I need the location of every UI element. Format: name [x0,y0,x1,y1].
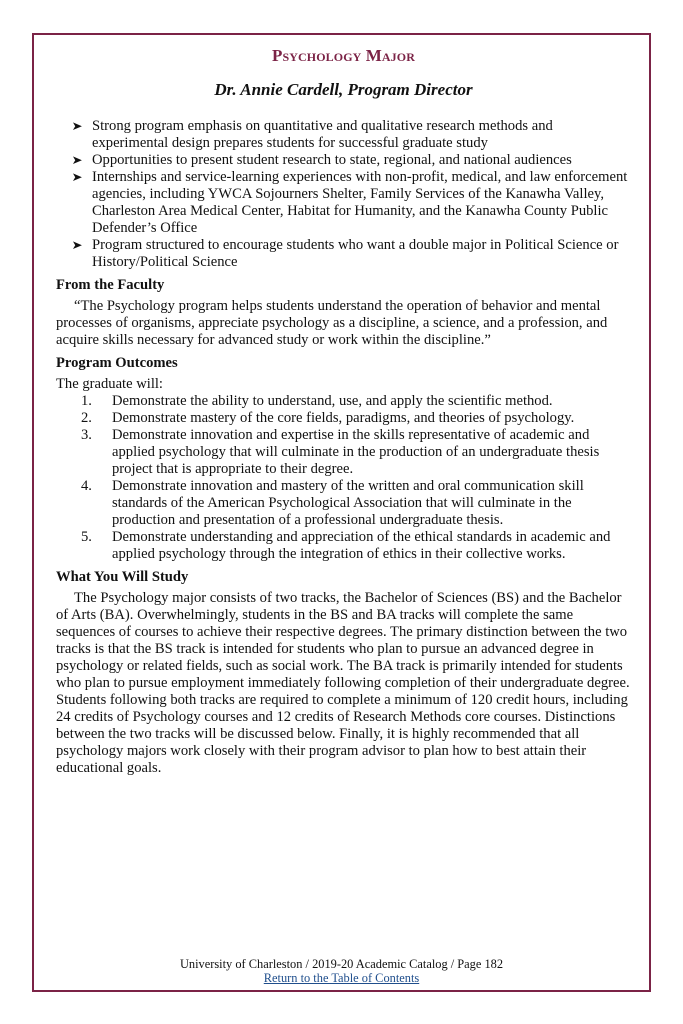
list-item [56,118,631,152]
item-text: Demonstrate innovation and expertise in the skills representative of academic and applied psychology that will culminate in the production of an undergraduate thesis project that is appropriate to their degree. [112,427,600,477]
bullet-text: Program structured to encourage students who want a double major in Political Science or History/Political Science [92,237,619,270]
catalog-page-line: University of Charleston / 2019-20 Academic Catalog / Page 182 [179,957,504,971]
bullet-text: Opportunities to present student research to state, regional, and national audiences [92,152,572,168]
list-item [56,478,631,529]
outcomes-list [56,393,631,563]
arrowhead-right-icon: ➤ [71,238,83,252]
list-item [56,529,631,563]
outcomes-heading: Program Outcomes [56,355,178,371]
item-number: 5. [81,529,92,545]
list-item [56,152,631,169]
study-heading: What You Will Study [56,569,189,585]
item-text: Demonstrate the ability to understand, use, and apply the scientific method. [112,393,553,409]
item-text: Demonstrate innovation and mastery of the written and oral communication skill standards of the American Psychological Association that will culminate in the production and presentation of a professional undergraduate thesis. [112,478,584,528]
bullet-text: Strong program emphasis on quantitative and qualitative research methods and experimental design prepares students for successful graduate study [92,118,553,151]
page-content [56,46,631,777]
list-item [56,169,631,237]
faculty-quote: “The Psychology program helps students understand the operation of behavior and mental processes of organisms, appreciate psychology as a discipline, a science, and a profession, and acquire skills necessary for advanced study or work within the discipline.” [56,298,608,348]
item-number: 2. [81,410,92,426]
page-title: Psychology Major [272,46,415,65]
outcomes-lead: The graduate will: [56,376,163,392]
highlights-list [56,118,631,271]
list-item [56,410,631,427]
list-item [56,237,631,271]
study-body: The Psychology major consists of two tracks, the Bachelor of Sciences (BS) and the Bachelor of Arts (BA). Overwhelmingly, students in the BS and BA tracks will complete the same sequences of courses to achieve their respective degrees. The primary distinction between the two tracks is that the BS track is intended for students who plan to pursue an advanced degree in psychology or related fields, such as social work. The BA track is primarily intended for students who plan to pursue employment immediately following completion of their undergraduate degree. Students following both tracks are required to complete a minimum of 120 credit hours, including 24 credits of Psychology courses and 12 credits of Research Methods core courses. Distinctions between the two tracks will be discussed below. Finally, it is highly recommended that all psychology majors work closely with their program advisor to plan how to best attain their educational goals. [56,590,630,776]
arrowhead-right-icon: ➤ [71,153,83,167]
table-of-contents-link[interactable]: Return to the Table of Contents [263,971,420,985]
faculty-heading: From the Faculty [56,277,165,293]
bullet-text: Internships and service-learning experiences with non-profit, medical, and law enforcement agencies, including YWCA Sojourners Shelter, Family Services of the Kanawha Valley, Charleston Area Medical Center, Habitat for Humanity, and the Kanawha County Public Defender’s Office [92,169,628,236]
program-director: Dr. Annie Cardell, Program Director [214,80,473,99]
arrowhead-right-icon: ➤ [71,170,83,184]
item-number: 4. [81,478,92,494]
list-item [56,427,631,478]
arrowhead-right-icon: ➤ [71,119,83,133]
page-footer [0,957,683,985]
item-number: 3. [81,427,92,443]
item-text: Demonstrate understanding and appreciation of the ethical standards in academic and applied psychology through the integration of ethics in their collective works. [112,529,611,562]
item-number: 1. [81,393,92,409]
item-text: Demonstrate mastery of the core fields, paradigms, and theories of psychology. [112,410,575,426]
list-item [56,393,631,410]
